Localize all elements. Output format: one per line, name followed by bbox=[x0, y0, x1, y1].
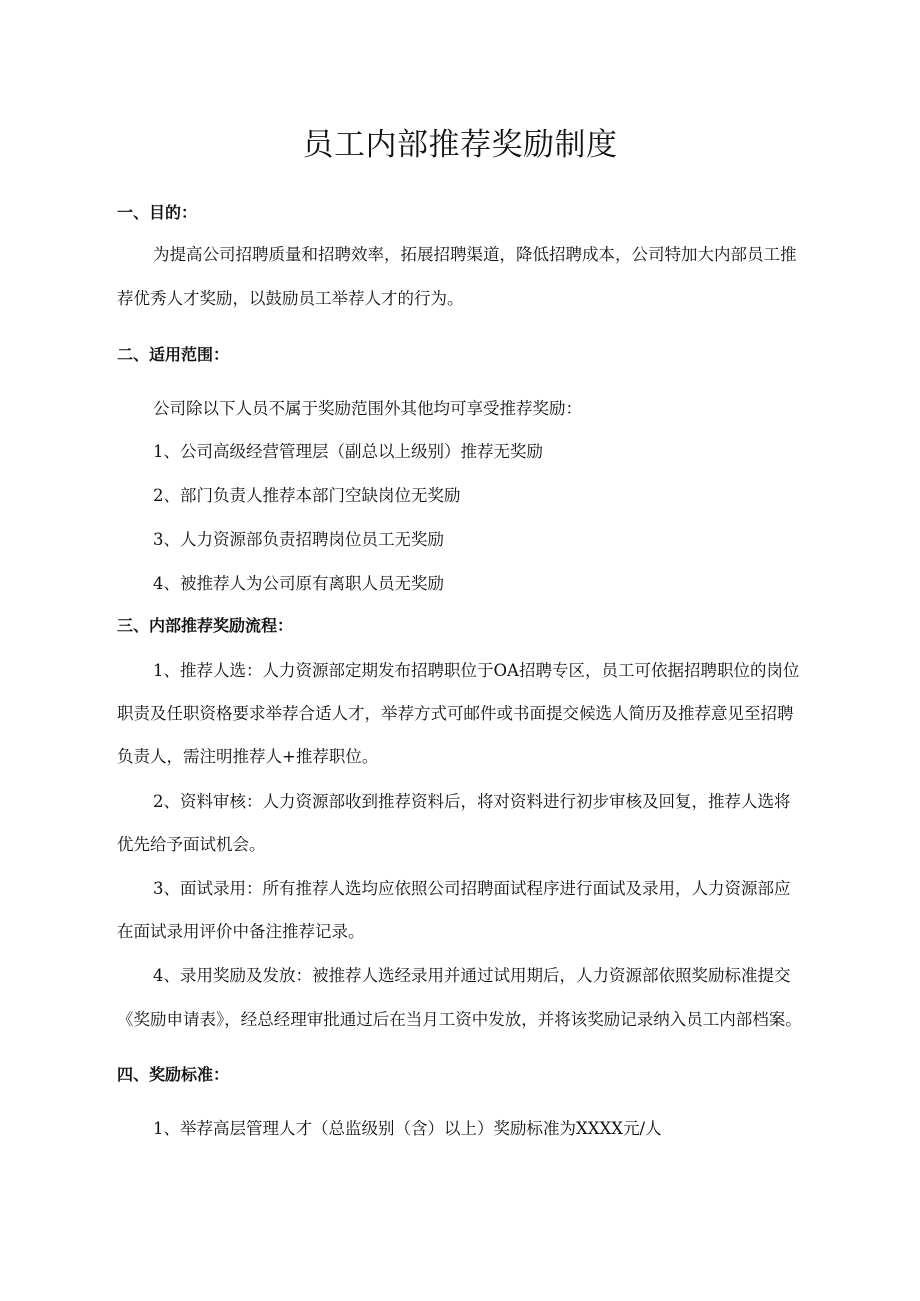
process-step-4-line: 4、录用奖励及发放：被推荐人选经录用并通过试用期后，人力资源部依照奖励标准提交 bbox=[153, 966, 791, 985]
process-step-4-line: 《奖励申请表》，经总经理审批通过后在当月工资中发放，并将该奖励记录纳入员工内部档案。 bbox=[117, 1010, 802, 1029]
process-step-3-line: 3、面试录用：所有推荐人选均应依照公司招聘面试程序进行面试及录用，人力资源部应 bbox=[153, 879, 791, 898]
section-heading-process: 三、内部推荐奖励流程： bbox=[117, 616, 294, 635]
reward-standard-item: 1、举荐高层管理人才（总监级别（含）以上）奖励标准为XXXX元/人 bbox=[153, 1119, 662, 1138]
process-step-3-line: 在面试录用评价中备注推荐记录。 bbox=[117, 922, 365, 941]
scope-item: 4、被推荐人为公司原有离职人员无奖励 bbox=[153, 574, 444, 593]
process-step-1-line: 职责及任职资格要求举荐合适人才，举荐方式可邮件或书面提交候选人简历及推荐意见至招聘 bbox=[117, 704, 794, 723]
scope-item: 2、部门负责人推荐本部门空缺岗位无奖励 bbox=[153, 486, 461, 505]
section-heading-scope: 二、适用范围： bbox=[117, 345, 230, 364]
process-step-2-line: 2、资料审核：人力资源部收到推荐资料后，将对资料进行初步审核及回复，推荐人选将 bbox=[153, 792, 791, 811]
section-heading-purpose: 一、目的： bbox=[117, 203, 198, 222]
document-title: 员工内部推荐奖励制度 bbox=[302, 127, 618, 163]
section-heading-reward-standard: 四、奖励标准： bbox=[117, 1065, 230, 1084]
scope-intro: 公司除以下人员不属于奖励范围外其他均可享受推荐奖励： bbox=[153, 399, 582, 418]
process-step-1-line: 1、推荐人选：人力资源部定期发布招聘职位于OA招聘专区，员工可依据招聘职位的岗位 bbox=[153, 661, 800, 680]
scope-item: 1、公司高级经营管理层（副总以上级别）推荐无奖励 bbox=[153, 442, 543, 461]
scope-item: 3、人力资源部负责招聘岗位员工无奖励 bbox=[153, 530, 444, 549]
purpose-paragraph-line-1: 为提高公司招聘质量和招聘效率，拓展招聘渠道，降低招聘成本，公司特加大内部员工推 bbox=[153, 245, 797, 264]
process-step-1-line: 负责人，需注明推荐人+推荐职位。 bbox=[117, 747, 379, 766]
purpose-paragraph-line-2: 荐优秀人才奖励，以鼓励员工举荐人才的行为。 bbox=[117, 289, 464, 308]
process-step-2-line: 优先给予面试机会。 bbox=[117, 835, 266, 854]
